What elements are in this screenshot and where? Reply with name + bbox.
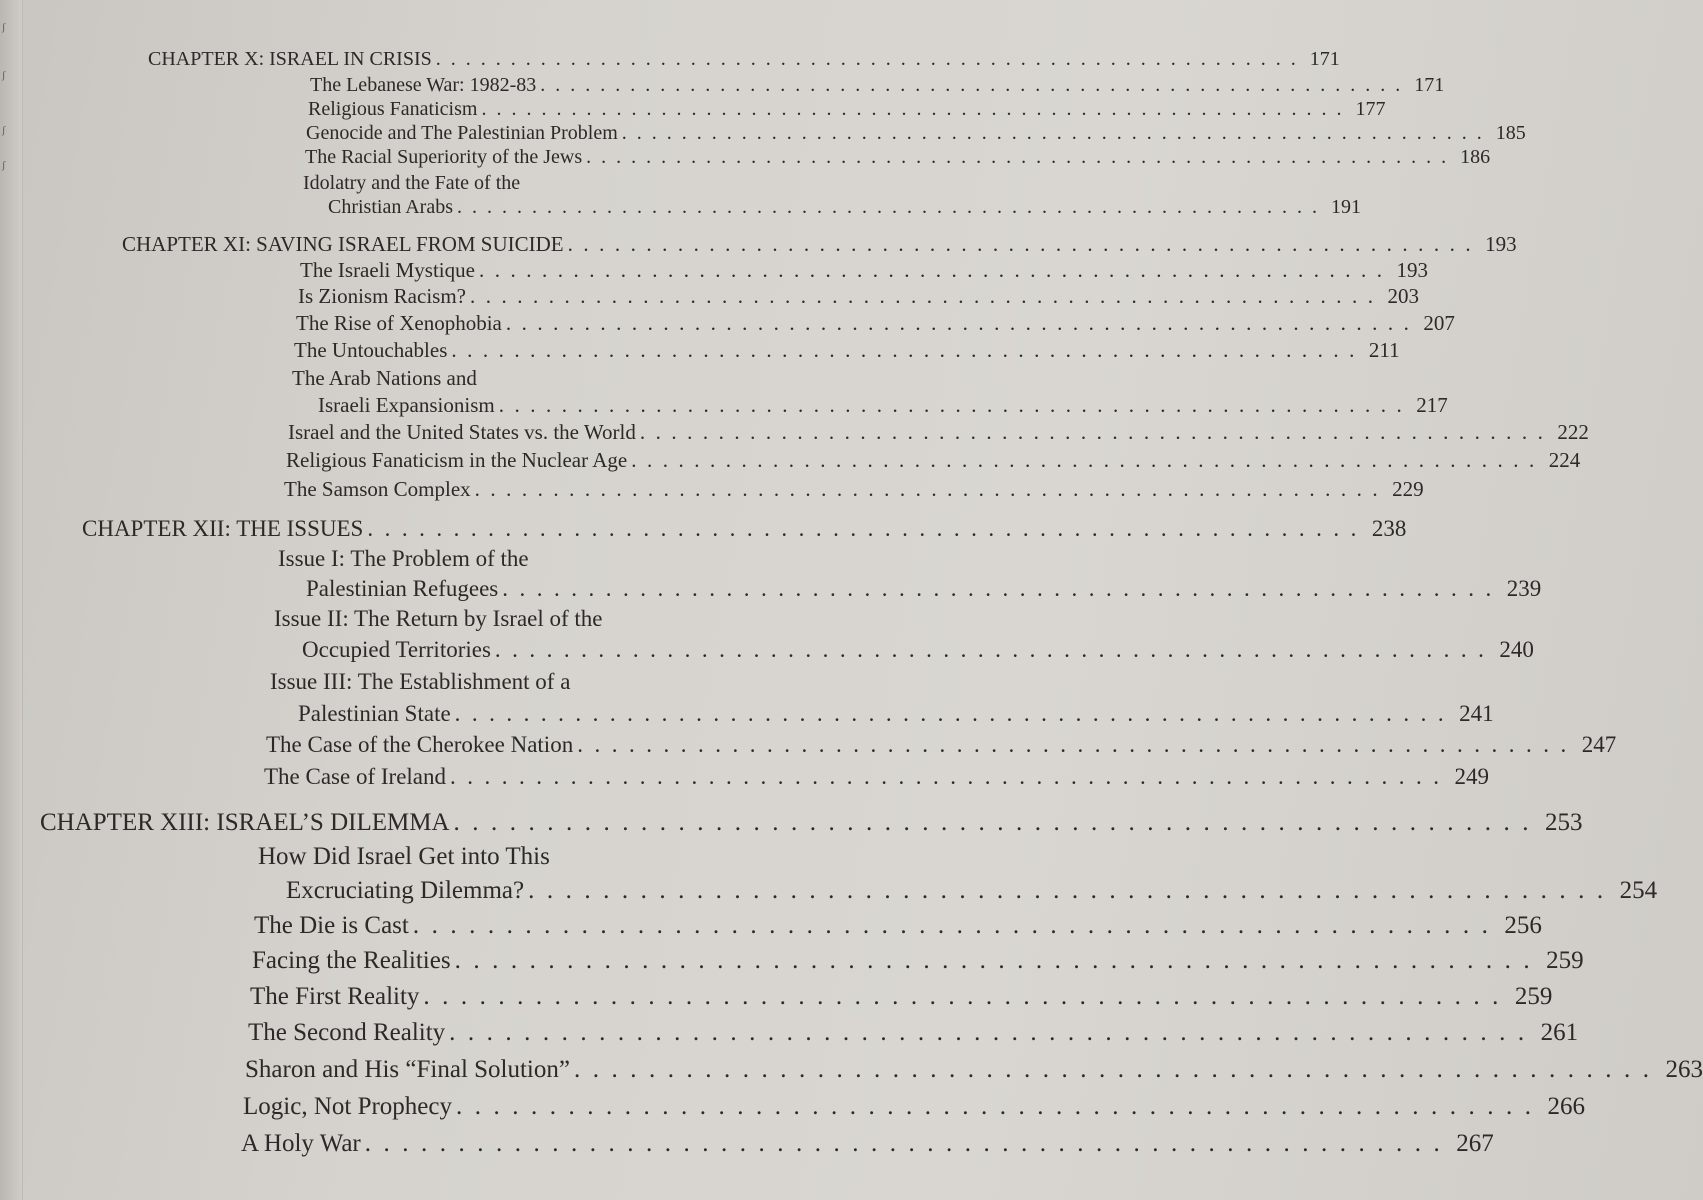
dot-leader: ..........................................................	[364, 1130, 1453, 1157]
dot-leader: ..........................................................	[540, 74, 1411, 96]
toc-entry	[286, 877, 1658, 905]
edge-mark: ʃ	[2, 160, 6, 171]
entry-title: Israel and the United States vs. the World	[288, 420, 636, 444]
page-number: 263	[1665, 1056, 1703, 1083]
toc-entry	[310, 74, 1445, 97]
page-number: 238	[1371, 516, 1407, 541]
toc-entry	[308, 98, 1386, 121]
dot-leader: ..........................................................	[449, 1019, 1537, 1046]
toc-entry	[298, 284, 1419, 309]
page-number: 217	[1416, 393, 1448, 417]
dot-leader: ..........................................................	[474, 477, 1389, 501]
page-number: 203	[1387, 284, 1419, 308]
toc-entry	[300, 258, 1428, 283]
entry-title: Israeli Expansionism	[318, 393, 495, 417]
toc-entry	[250, 983, 1553, 1011]
page-number: 256	[1504, 912, 1542, 939]
toc-entry	[306, 576, 1542, 602]
page-number: 241	[1459, 701, 1494, 726]
page-number: 185	[1495, 122, 1526, 144]
page-number: 193	[1396, 258, 1428, 282]
dot-leader: ..........................................................	[573, 1056, 1662, 1083]
toc-entry	[264, 764, 1490, 790]
toc-entry	[302, 637, 1534, 663]
dot-leader: ..........................................................	[453, 809, 1541, 836]
entry-title-line1: How Did Israel Get into This	[258, 843, 550, 870]
edge-mark: ʃ	[2, 22, 6, 33]
page-number: 229	[1392, 477, 1424, 501]
entry-title: Logic, Not Prophecy	[243, 1093, 452, 1120]
edge-mark: ʃ	[2, 125, 6, 136]
toc-entry	[243, 1093, 1585, 1121]
dot-leader: ..........................................................	[454, 947, 1543, 974]
entry-title: The Die is Cast	[254, 912, 409, 939]
toc-entry	[306, 122, 1526, 145]
dot-leader: ..........................................................	[412, 912, 1501, 939]
dot-leader: ..........................................................	[528, 877, 1616, 904]
page-number: 247	[1581, 732, 1617, 757]
toc-entry	[284, 477, 1424, 502]
page-number: 207	[1423, 311, 1455, 335]
page-number: 171	[1414, 74, 1445, 96]
dot-leader: ..........................................................	[498, 393, 1413, 417]
chapter-title: CHAPTER XI: SAVING ISRAEL FROM SUICIDE	[122, 232, 564, 256]
page-number: 267	[1456, 1130, 1494, 1157]
dot-leader: ..........................................................	[367, 516, 1368, 541]
entry-title-line1: The Arab Nations and	[292, 366, 477, 390]
toc-entry	[328, 196, 1361, 219]
toc-entry	[248, 1019, 1579, 1047]
page-number: 253	[1545, 809, 1583, 836]
dot-leader: ..........................................................	[577, 732, 1578, 757]
toc-entry	[245, 1056, 1703, 1084]
page-number: 266	[1547, 1093, 1585, 1120]
toc-entry	[298, 701, 1494, 727]
entry-title: Palestinian Refugees	[306, 576, 499, 601]
entry-title: The First Reality	[250, 983, 420, 1010]
dot-leader: ..........................................................	[502, 576, 1503, 601]
entry-title: Facing the Realities	[252, 947, 451, 974]
toc-entry	[254, 912, 1542, 940]
toc-entry	[305, 146, 1491, 169]
page-number: 171	[1309, 48, 1340, 70]
chapter-heading	[40, 809, 1583, 837]
dot-leader: ..........................................................	[455, 1093, 1544, 1120]
entry-title: The Rise of Xenophobia	[296, 311, 502, 335]
entry-title-line1: Issue I: The Problem of the	[278, 546, 529, 571]
chapter-title: CHAPTER XII: THE ISSUES	[82, 516, 364, 541]
entry-title: The Israeli Mystique	[300, 258, 475, 282]
dot-leader: ..........................................................	[586, 146, 1457, 168]
previous-page-edge	[0, 0, 23, 1200]
page-number: 177	[1355, 98, 1386, 120]
entry-title: Palestinian State	[298, 701, 451, 726]
dot-leader: ..........................................................	[567, 232, 1482, 256]
dot-leader: ..........................................................	[494, 637, 1496, 662]
toc-entry	[252, 947, 1584, 975]
dot-leader: ..........................................................	[450, 764, 1451, 789]
entry-title: The Lebanese War: 1982-83	[310, 74, 537, 96]
page-number: 259	[1546, 947, 1584, 974]
page-number: 186	[1460, 146, 1491, 168]
toc-entry	[266, 732, 1617, 758]
entry-title: The Case of the Cherokee Nation	[266, 732, 574, 757]
dot-leader: ..........................................................	[435, 48, 1306, 70]
entry-title: The Racial Superiority of the Jews	[305, 146, 583, 168]
edge-mark: ʃ	[2, 70, 6, 81]
dot-leader: ..........................................................	[469, 284, 1384, 308]
toc-entry	[294, 338, 1400, 363]
toc-entry	[241, 1130, 1494, 1158]
entry-title: Christian Arabs	[328, 196, 453, 218]
page-number: 239	[1506, 576, 1542, 601]
chapter-heading	[82, 516, 1407, 542]
page-number: 254	[1619, 877, 1658, 904]
dot-leader: ..........................................................	[454, 701, 1456, 726]
dot-leader: ..........................................................	[631, 448, 1545, 472]
dot-leader: ..........................................................	[481, 98, 1352, 120]
page-number: 249	[1454, 764, 1490, 789]
chapter-heading	[122, 232, 1517, 257]
chapter-heading	[148, 48, 1340, 71]
dot-leader: ..........................................................	[505, 311, 1420, 335]
dot-leader: ..........................................................	[621, 122, 1492, 144]
entry-title: A Holy War	[241, 1130, 361, 1157]
toc-entry	[286, 448, 1581, 473]
page-number: 193	[1485, 232, 1517, 256]
dot-leader: ..........................................................	[639, 420, 1554, 444]
toc-entry	[318, 393, 1448, 418]
entry-title: Religious Fanaticism in the Nuclear Age	[286, 448, 628, 472]
chapter-title: CHAPTER XIII: ISRAEL’S DILEMMA	[40, 809, 450, 836]
page-number: 224	[1548, 448, 1581, 472]
page-number: 191	[1331, 196, 1361, 218]
dot-leader: ..........................................................	[451, 338, 1365, 362]
chapter-title: CHAPTER X: ISRAEL IN CRISIS	[148, 48, 432, 70]
entry-title: Is Zionism Racism?	[298, 284, 466, 308]
dot-leader: ..........................................................	[478, 258, 1393, 282]
page-number: 259	[1514, 983, 1553, 1010]
entry-title: Occupied Territories	[302, 637, 491, 662]
page-number: 261	[1540, 1019, 1579, 1046]
page-number: 211	[1368, 338, 1400, 362]
entry-title: The Untouchables	[294, 338, 448, 362]
entry-title: The Second Reality	[248, 1019, 446, 1046]
entry-title: The Case of Ireland	[264, 764, 447, 789]
entry-title: Excruciating Dilemma?	[286, 877, 525, 904]
entry-title: The Samson Complex	[284, 477, 471, 501]
dot-leader: ..........................................................	[423, 983, 1511, 1010]
entry-title: Sharon and His “Final Solution”	[245, 1056, 570, 1083]
entry-title-line1: Issue III: The Establishment of a	[270, 669, 571, 694]
toc-entry	[296, 311, 1455, 336]
page-number: 240	[1499, 637, 1534, 662]
entry-title: Religious Fanaticism	[308, 98, 478, 120]
entry-title-line1: Issue II: The Return by Israel of the	[274, 606, 603, 631]
dot-leader: ..........................................................	[457, 196, 1327, 218]
entry-title: Genocide and The Palestinian Problem	[306, 122, 618, 144]
entry-title-line1: Idolatry and the Fate of the	[303, 172, 521, 194]
toc-entry	[288, 420, 1589, 445]
page-number: 222	[1557, 420, 1589, 444]
